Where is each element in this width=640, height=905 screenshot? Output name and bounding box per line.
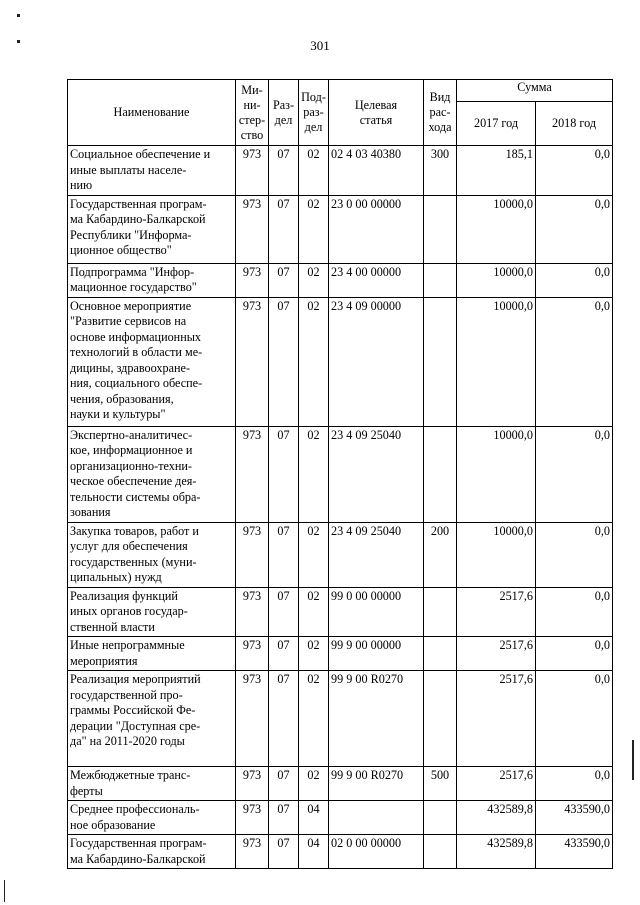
subsection-cell: 02	[299, 146, 329, 196]
table-body	[68, 146, 613, 869]
sum-2017-cell: 432589,8	[457, 835, 536, 869]
header-year-2018: 2018 год	[536, 102, 613, 146]
section-cell: 07	[269, 767, 299, 801]
sum-2017-cell: 2517,6	[457, 587, 536, 637]
ministry-cell: 973	[236, 195, 269, 263]
section-cell: 07	[269, 587, 299, 637]
section-cell: 07	[269, 297, 299, 426]
target-article-cell: 23 4 00 00000	[329, 263, 424, 297]
row-name-cell: Государственная програм- ма Кабардино-Балкарской Республики "Информа- ционное общество"	[68, 195, 236, 263]
section-cell: 07	[269, 522, 299, 587]
scan-mark	[4, 880, 5, 902]
ministry-cell: 973	[236, 146, 269, 196]
subsection-cell: 02	[299, 297, 329, 426]
sum-2017-cell: 185,1	[457, 146, 536, 196]
sum-2017-cell: 10000,0	[457, 297, 536, 426]
header-sum: Сумма	[457, 80, 613, 102]
header-expense-type: Вид рас- хода	[424, 80, 457, 146]
target-article-cell: 99 9 00 00000	[329, 637, 424, 671]
row-name-cell: Экспертно-аналитичес- кое, информационное и организационно-техни- ческое обеспечение дея- тельности системы обра- зования	[68, 426, 236, 522]
target-article-cell: 23 0 00 00000	[329, 195, 424, 263]
section-cell: 07	[269, 195, 299, 263]
sum-2018-cell: 0,0	[536, 263, 613, 297]
sum-2017-cell: 10000,0	[457, 426, 536, 522]
table-row	[68, 637, 613, 671]
header-subsection: Под- раз- дел	[299, 80, 329, 146]
ministry-cell: 973	[236, 637, 269, 671]
table-row	[68, 297, 613, 426]
target-article-cell: 99 0 00 00000	[329, 587, 424, 637]
target-article-cell: 02 0 00 00000	[329, 835, 424, 869]
sum-2018-cell: 0,0	[536, 297, 613, 426]
sum-2018-cell: 0,0	[536, 671, 613, 767]
sum-2017-cell: 2517,6	[457, 767, 536, 801]
subsection-cell: 02	[299, 195, 329, 263]
sum-2018-cell: 0,0	[536, 146, 613, 196]
target-article-cell: 99 9 00 R0270	[329, 767, 424, 801]
table-row	[68, 195, 613, 263]
target-article-cell	[329, 801, 424, 835]
target-article-cell: 99 9 00 R0270	[329, 671, 424, 767]
expense-type-cell: 500	[424, 767, 457, 801]
table-row	[68, 263, 613, 297]
budget-table	[67, 79, 613, 869]
expense-type-cell	[424, 426, 457, 522]
subsection-cell: 02	[299, 637, 329, 671]
row-name-cell: Реализация мероприятий государственной про- граммы Российской Фе- дерации "Доступная сре- да" на 2011-2020 годы	[68, 671, 236, 767]
table-row	[68, 146, 613, 196]
expense-type-cell	[424, 263, 457, 297]
sum-2018-cell: 0,0	[536, 587, 613, 637]
sum-2017-cell: 10000,0	[457, 195, 536, 263]
ministry-cell: 973	[236, 426, 269, 522]
subsection-cell: 04	[299, 801, 329, 835]
subsection-cell: 02	[299, 426, 329, 522]
expense-type-cell	[424, 671, 457, 767]
sum-2018-cell: 433590,0	[536, 801, 613, 835]
row-name-cell: Социальное обеспечение и иные выплаты населе- нию	[68, 146, 236, 196]
expense-type-cell: 200	[424, 522, 457, 587]
table-row	[68, 835, 613, 869]
row-name-cell: Подпрограмма "Инфор- мационное государство"	[68, 263, 236, 297]
row-name-cell: Иные непрограммные мероприятия	[68, 637, 236, 671]
sum-2017-cell: 10000,0	[457, 522, 536, 587]
section-cell: 07	[269, 671, 299, 767]
sum-2017-cell: 2517,6	[457, 637, 536, 671]
scan-mark	[632, 740, 634, 780]
section-cell: 07	[269, 146, 299, 196]
table-row	[68, 801, 613, 835]
header-ministry: Ми- ни- стер- ство	[236, 80, 269, 146]
ministry-cell: 973	[236, 587, 269, 637]
sum-2017-cell: 2517,6	[457, 671, 536, 767]
subsection-cell: 02	[299, 263, 329, 297]
target-article-cell: 23 4 09 25040	[329, 426, 424, 522]
row-name-cell: Государственная програм- ма Кабардино-Балкарской	[68, 835, 236, 869]
expense-type-cell	[424, 587, 457, 637]
subsection-cell: 02	[299, 671, 329, 767]
ministry-cell: 973	[236, 522, 269, 587]
expense-type-cell	[424, 801, 457, 835]
table-row	[68, 522, 613, 587]
subsection-cell: 02	[299, 767, 329, 801]
subsection-cell: 04	[299, 835, 329, 869]
sum-2017-cell: 432589,8	[457, 801, 536, 835]
table-row	[68, 767, 613, 801]
expense-type-cell	[424, 637, 457, 671]
page-number: 301	[310, 38, 330, 53]
header-section: Раз- дел	[269, 80, 299, 146]
expense-type-cell	[424, 835, 457, 869]
sum-2018-cell: 0,0	[536, 426, 613, 522]
expense-type-cell	[424, 297, 457, 426]
ministry-cell: 973	[236, 767, 269, 801]
ministry-cell: 973	[236, 297, 269, 426]
sum-2018-cell: 0,0	[536, 522, 613, 587]
subsection-cell: 02	[299, 522, 329, 587]
subsection-cell: 02	[299, 587, 329, 637]
section-cell: 07	[269, 801, 299, 835]
target-article-cell: 23 4 09 00000	[329, 297, 424, 426]
section-cell: 07	[269, 426, 299, 522]
section-cell: 07	[269, 835, 299, 869]
section-cell: 07	[269, 263, 299, 297]
table-row	[68, 587, 613, 637]
sum-2018-cell: 0,0	[536, 767, 613, 801]
expense-type-cell	[424, 195, 457, 263]
table-row	[68, 426, 613, 522]
sum-2017-cell: 10000,0	[457, 263, 536, 297]
expense-type-cell: 300	[424, 146, 457, 196]
target-article-cell: 02 4 03 40380	[329, 146, 424, 196]
table-row	[68, 671, 613, 767]
row-name-cell: Закупка товаров, работ и услуг для обеспечения государственных (муни- ципальных) нужд	[68, 522, 236, 587]
header-target: Целевая статья	[329, 80, 424, 146]
target-article-cell: 23 4 09 25040	[329, 522, 424, 587]
sum-2018-cell: 433590,0	[536, 835, 613, 869]
row-name-cell: Реализация функций иных органов государ- ственной власти	[68, 587, 236, 637]
ministry-cell: 973	[236, 835, 269, 869]
row-name-cell: Межбюджетные транс- ферты	[68, 767, 236, 801]
sum-2018-cell: 0,0	[536, 637, 613, 671]
section-cell: 07	[269, 637, 299, 671]
scan-mark	[17, 14, 20, 17]
header-year-2017: 2017 год	[457, 102, 536, 146]
row-name-cell: Основное мероприятие "Развитие сервисов на основе информационных технологий в области ме- дицины, здравоохране- ния, социального обеспе- чения, образования, науки и культуры"	[68, 297, 236, 426]
ministry-cell: 973	[236, 801, 269, 835]
ministry-cell: 973	[236, 671, 269, 767]
ministry-cell: 973	[236, 263, 269, 297]
sum-2018-cell: 0,0	[536, 195, 613, 263]
header-name: Наименование	[68, 80, 236, 146]
row-name-cell: Среднее профессиональ- ное образование	[68, 801, 236, 835]
